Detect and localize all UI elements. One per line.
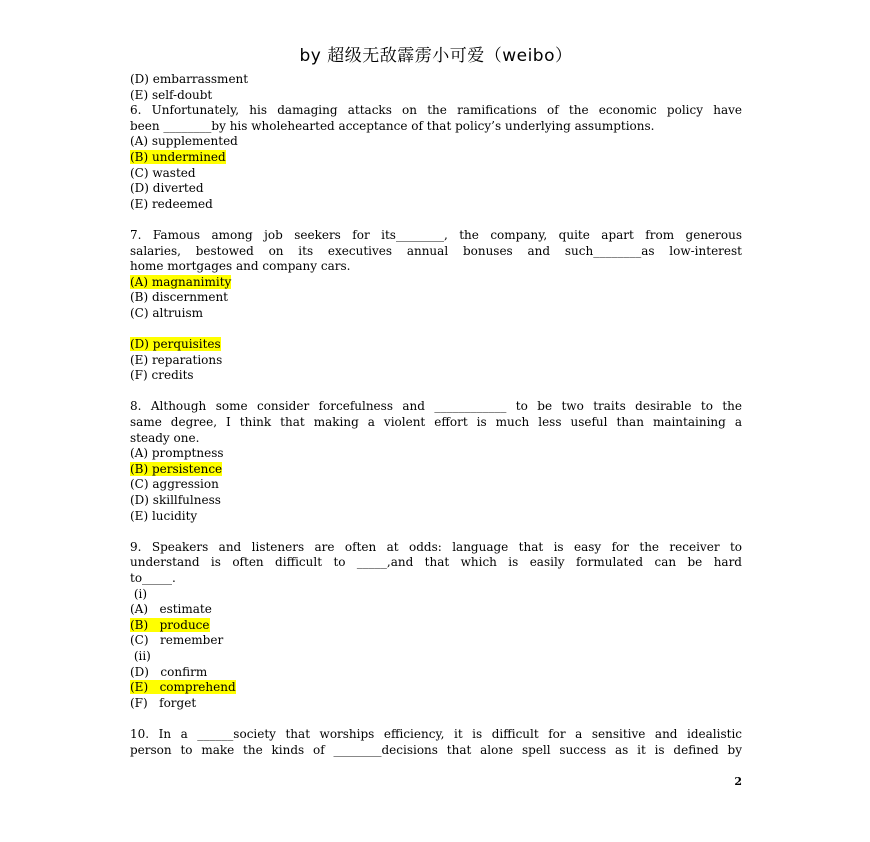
text: (D) skillfulness	[130, 493, 221, 508]
section-marker	[130, 587, 742, 603]
text: (E) lucidity	[130, 508, 198, 523]
answer-option	[130, 275, 742, 291]
question-line	[130, 431, 742, 447]
answer-option	[130, 618, 742, 634]
answer-option	[130, 462, 742, 478]
text: understand is often difficult to _____,and that which is easily formulated can be hard	[130, 555, 742, 570]
highlighted-answer-text: (B) undermined	[130, 149, 226, 164]
text: (C) remember	[130, 633, 224, 648]
highlighted-answer-text: (A) magnanimity	[130, 274, 232, 289]
answer-option	[130, 88, 742, 104]
question-line	[130, 399, 742, 415]
answer-option	[130, 166, 742, 182]
text: (E) redeemed	[130, 196, 213, 211]
answer-option	[130, 134, 742, 150]
answer-option	[130, 368, 742, 384]
text: (B) discernment	[130, 290, 228, 305]
text: (A) estimate	[130, 602, 212, 617]
answer-option	[130, 72, 742, 88]
answer-option	[130, 353, 742, 369]
highlighted-answer-text: (B) produce	[130, 617, 210, 632]
question-line	[130, 540, 742, 556]
answer-option	[130, 509, 742, 525]
text: 6. Unfortunately, his damaging attacks on the ramifications of the economic policy have	[130, 103, 742, 118]
text: same degree, I think that making a violent effort is much less useful than maintaining a	[130, 415, 742, 430]
text: (E) reparations	[130, 352, 223, 367]
text: (C) altruism	[130, 305, 204, 320]
question-line	[130, 119, 742, 135]
answer-option	[130, 197, 742, 213]
text: (F) credits	[130, 368, 194, 383]
spacer	[130, 711, 742, 727]
text: to_____.	[130, 571, 176, 585]
spacer	[130, 524, 742, 540]
question-line	[130, 555, 742, 571]
section-marker	[130, 649, 742, 665]
answer-option	[130, 477, 742, 493]
answer-option	[130, 337, 742, 353]
page-title: by 超级无敌霹雳小可爱（weibo）	[299, 46, 573, 66]
text: salaries, bestowed on its executives annual bonuses and such________as low-interest	[130, 243, 742, 258]
text: 7. Famous among job seekers for its________, the company, quite apart from generous	[130, 227, 742, 242]
document-blocks	[130, 72, 742, 758]
spacer	[130, 384, 742, 400]
answer-option	[130, 446, 742, 462]
text: (D) confirm	[130, 664, 208, 679]
text: (ii)	[130, 648, 151, 663]
document-content	[130, 44, 742, 758]
highlighted-answer-text: (E) comprehend	[130, 680, 236, 695]
highlighted-answer-text: (B) persistence	[130, 461, 223, 476]
question-line	[130, 244, 742, 260]
question-line	[130, 228, 742, 244]
question-line	[130, 727, 742, 743]
text: (C) aggression	[130, 477, 219, 492]
text: (C) wasted	[130, 165, 196, 180]
answer-option	[130, 680, 742, 696]
text: (D) diverted	[130, 181, 204, 196]
answer-option	[130, 633, 742, 649]
text: person to make the kinds of ________decisions that alone spell success as it is defined by	[130, 742, 742, 757]
answer-option	[130, 181, 742, 197]
text: home mortgages and company cars.	[130, 259, 351, 274]
text: been ________by his wholehearted acceptance of that policy’s underlying assumptions.	[130, 118, 655, 133]
text: 8. Although some consider forcefulness and ____________ to be two traits desirable to the	[130, 399, 742, 414]
highlighted-answer-text: (D) perquisites	[130, 337, 221, 352]
answer-option	[130, 150, 742, 166]
question-line	[130, 743, 742, 759]
text: (D) embarrassment	[130, 72, 249, 86]
text: (i)	[130, 586, 148, 601]
text: (A) supplemented	[130, 134, 238, 149]
question-line	[130, 415, 742, 431]
answer-option	[130, 665, 742, 681]
text: 10. In a ______society that worships efficiency, it is difficult for a sensitive and idealistic	[130, 726, 742, 741]
text: (E) self-doubt	[130, 87, 213, 102]
text: steady one.	[130, 430, 200, 445]
text: (F) forget	[130, 695, 197, 710]
page-number: 2	[734, 775, 742, 788]
question-line	[130, 259, 742, 275]
answer-option	[130, 306, 742, 322]
question-line	[130, 571, 742, 587]
answer-option	[130, 493, 742, 509]
spacer	[130, 212, 742, 228]
spacer	[130, 322, 742, 338]
question-line	[130, 103, 742, 119]
answer-option	[130, 602, 742, 618]
answer-option	[130, 696, 742, 712]
answer-option	[130, 290, 742, 306]
text: (A) promptness	[130, 446, 224, 461]
text: 9. Speakers and listeners are often at odds: language that is easy for the receiver to	[130, 539, 742, 554]
